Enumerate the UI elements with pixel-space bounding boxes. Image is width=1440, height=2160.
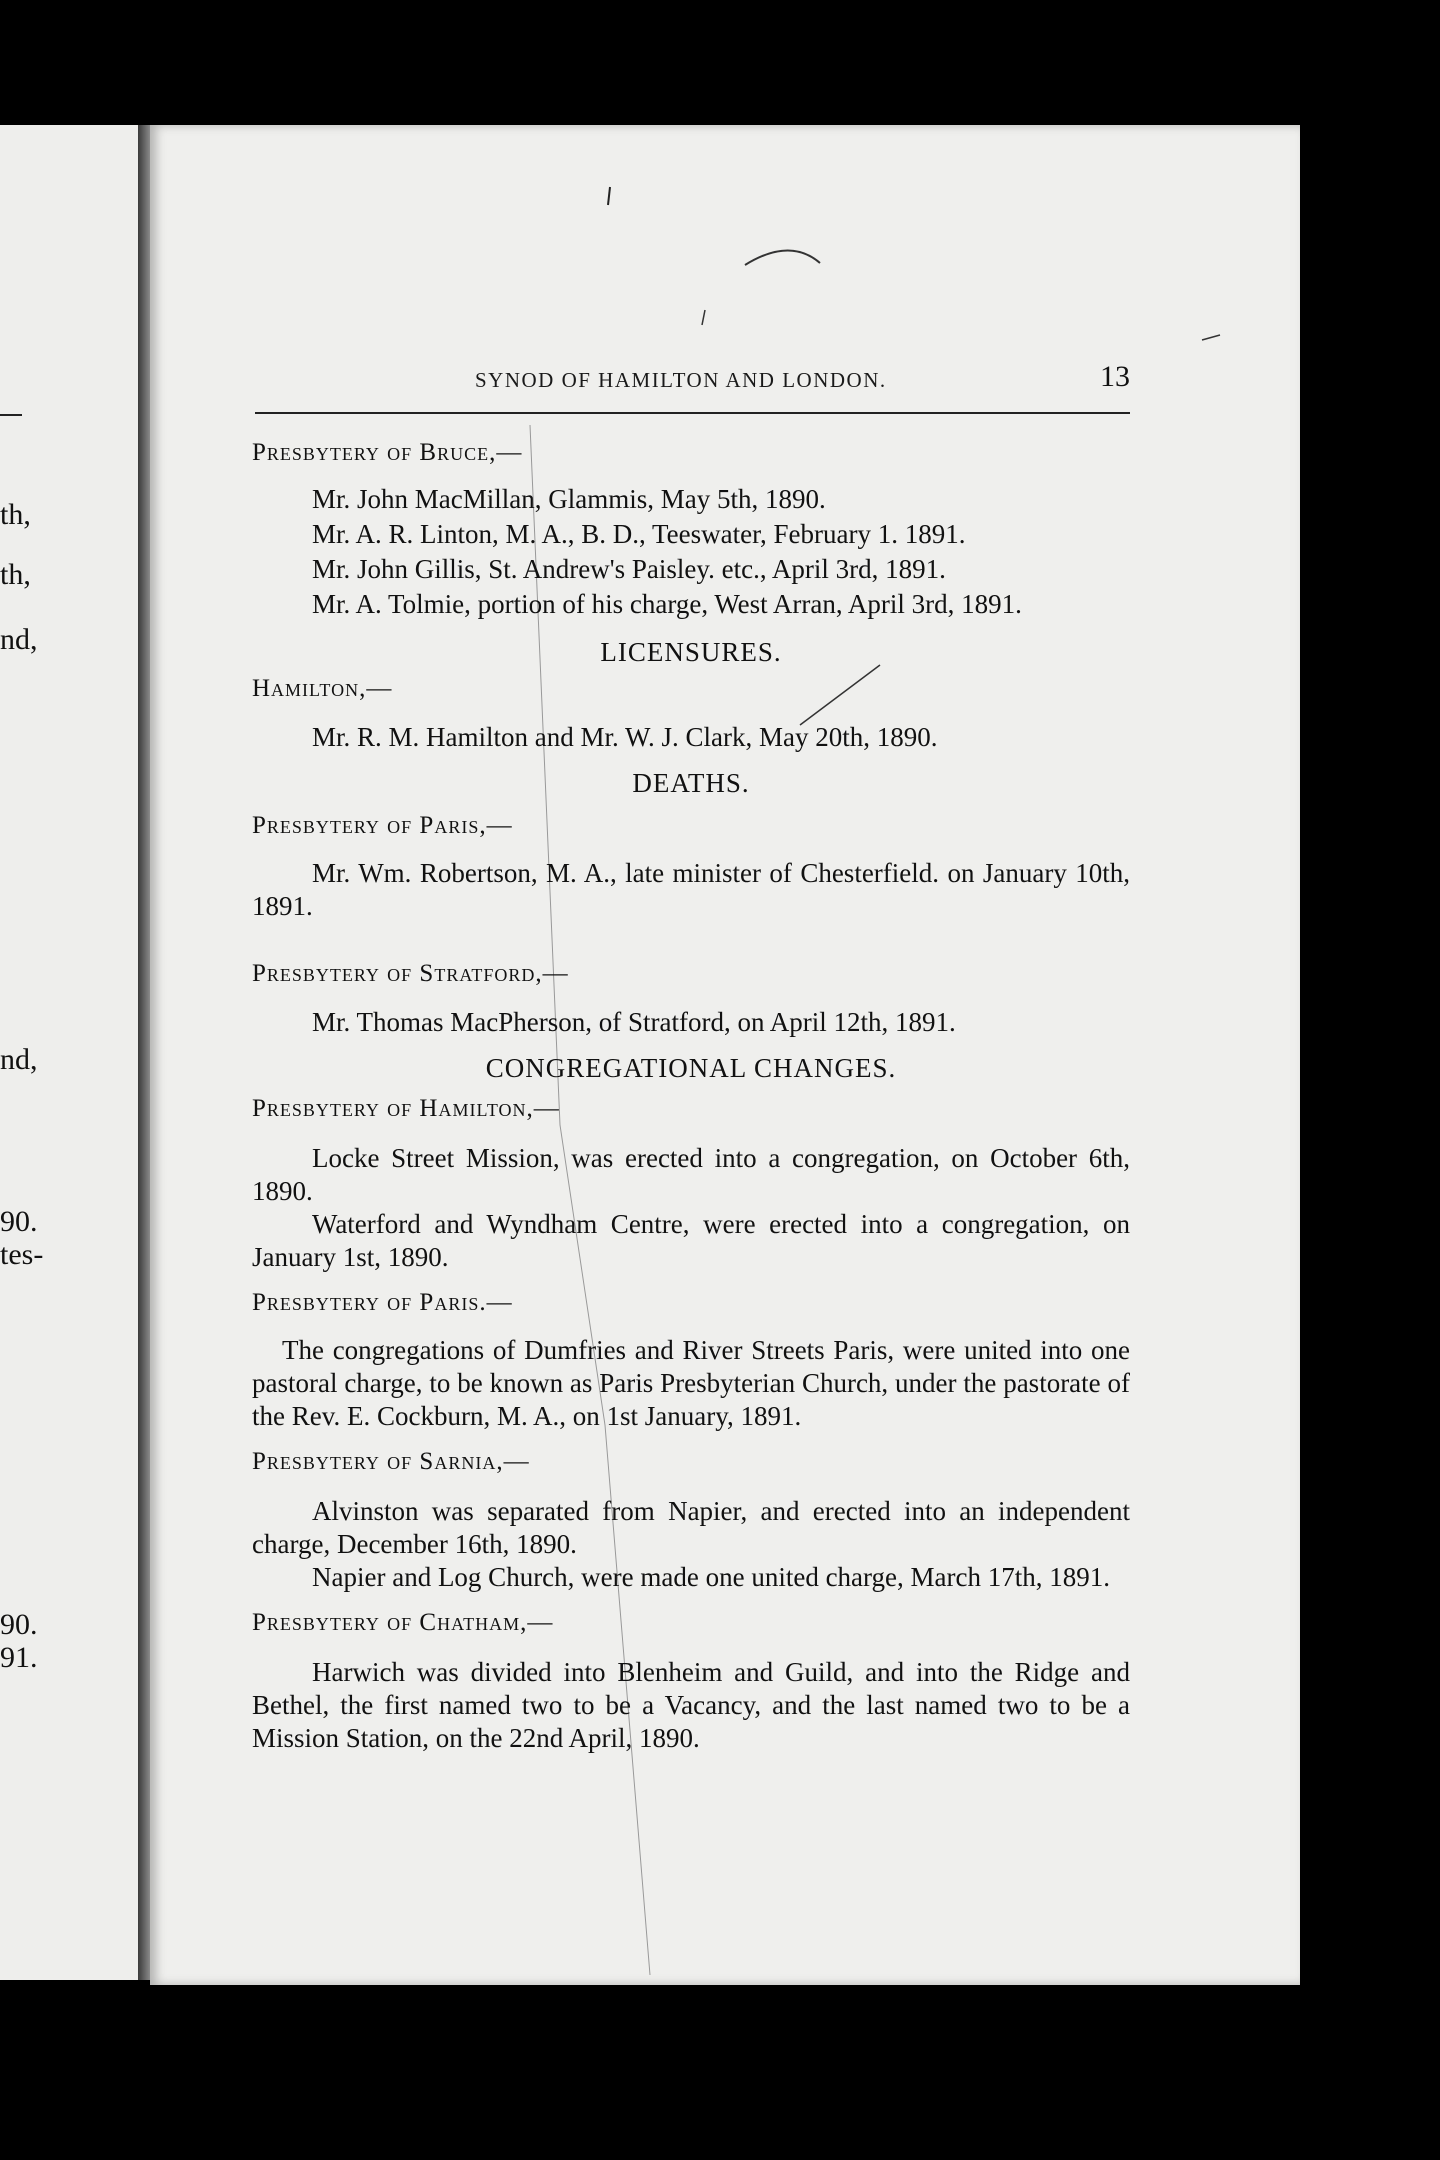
left-fragment-text: nd, [0,1043,38,1076]
header-rule [255,412,1130,414]
appointment-entry: Mr. A. R. Linton, M. A., B. D., Teeswater, February 1. 1891. [312,519,966,549]
page-body [252,436,1130,1755]
running-header-title: SYNOD OF HAMILTON AND LONDON. [475,368,887,392]
left-fragment-text: 91. [0,1641,38,1674]
section-heading: Hamilton,— [252,675,393,702]
section-heading: Presbytery of Paris,— [252,812,513,839]
section-heading: Presbytery of Paris.— [252,1289,513,1316]
left-fragment-text: th, [0,498,31,531]
left-fragment-text: th, [0,558,31,591]
section-title-deaths: DEATHS. [632,768,750,798]
left-page-fragment [0,125,140,1980]
appointment-entry: Mr. John Gillis, St. Andrew's Paisley. etc., April 3rd, 1891. [312,554,946,584]
page-number: 13 [1100,360,1130,393]
section-heading: Presbytery of Hamilton,— [252,1095,560,1122]
left-fragment-text: tes- [0,1238,44,1271]
left-page-rule [0,414,22,416]
change-paragraph: Waterford and Wyndham Centre, were erected into a congregation, on January 1st, 1890. [252,1209,1130,1272]
section-heading: Presbytery of Stratford,— [252,960,569,987]
left-fragment-text: 90. [0,1205,38,1238]
appointment-entry: Mr. John MacMillan, Glammis, May 5th, 1890. [312,484,826,514]
change-paragraph: The congregations of Dumfries and River Streets Paris, were united into one pastoral charge, to be known as Paris Presbyterian Church, under the pastorate of the Rev. E. Cockburn, M. A., on 1st January, 1891. [252,1335,1130,1431]
left-fragment-text: 90. [0,1608,38,1641]
appointment-entry: Mr. A. Tolmie, portion of his charge, West Arran, April 3rd, 1891. [312,589,1022,619]
section-title-licensures: LICENSURES. [600,637,782,667]
running-header [190,360,1130,408]
section-heading: Presbytery of Chatham,— [252,1609,554,1636]
change-paragraph: Alvinston was separated from Napier, and erected into an independent charge, December 16th, 1890. [252,1496,1130,1559]
section-title-congregational: CONGREGATIONAL CHANGES. [485,1053,897,1083]
section-heading: Presbytery of Sarnia,— [252,1448,530,1475]
left-fragment-text: nd, [0,623,38,656]
death-entry: Mr. Wm. Robertson, M. A., late minister of Chesterfield. on January 10th, 1891. [252,858,1130,921]
licensure-entry: Mr. R. M. Hamilton and Mr. W. J. Clark, May 20th, 1890. [312,722,938,752]
section-heading: Presbytery of Bruce,— [252,439,523,466]
change-paragraph: Locke Street Mission, was erected into a congregation, on October 6th, 1890. [252,1143,1130,1206]
change-paragraph: Napier and Log Church, were made one united charge, March 17th, 1891. [312,1562,1110,1592]
change-paragraph: Harwich was divided into Blenheim and Guild, and into the Ridge and Bethel, the first named two to be a Vacancy, and the last named two to be a Mission Station, on the 22nd April, 1890. [252,1657,1130,1753]
death-entry: Mr. Thomas MacPherson, of Stratford, on April 12th, 1891. [312,1007,956,1037]
